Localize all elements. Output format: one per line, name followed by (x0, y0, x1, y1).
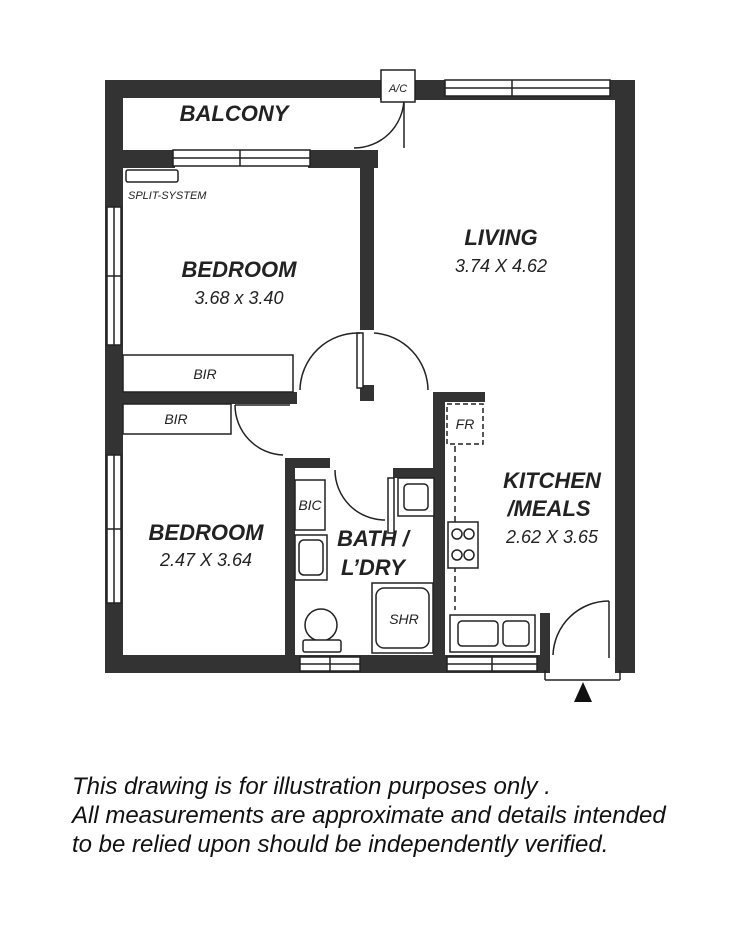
wall-bedroom1-right (360, 150, 374, 330)
bedroom2-dims: 2.47 X 3.64 (159, 550, 253, 570)
wall-balcony-bottom-left (105, 150, 175, 168)
wall-kitchen-bench-end (540, 613, 550, 673)
balcony-door-swing (354, 98, 404, 148)
kitchen-label-line2: /MEALS (507, 496, 591, 521)
wall-bedroom-divider (105, 392, 297, 404)
wall-bath-top-right (393, 468, 435, 478)
bedroom2-label: BEDROOM (148, 520, 264, 545)
bir1-label: BIR (193, 366, 217, 382)
room-labels (149, 101, 602, 580)
living-door-swing (374, 333, 428, 390)
split-system-unit (126, 170, 178, 182)
balcony-label: BALCONY (179, 101, 289, 126)
bath-label-line2: L’DRY (341, 555, 405, 580)
wall-bath-left (285, 458, 295, 673)
living-label: LIVING (464, 225, 538, 250)
fridge-label: FR (455, 416, 475, 432)
kitchen-label-line1: KITCHEN (503, 468, 601, 493)
disclaimer (72, 772, 732, 859)
ac-label: A/C (388, 83, 408, 95)
wall-kitchen-top (433, 392, 485, 402)
bath-door-leaf (388, 478, 394, 533)
wall-top-balcony (105, 80, 385, 98)
bedroom1-door-swing (300, 333, 360, 390)
bedroom1-label: BEDROOM (181, 257, 297, 282)
toilet-bowl (305, 609, 337, 641)
wall-bath-right (433, 392, 445, 673)
cooktop (448, 522, 478, 568)
kitchen-dims: 2.62 X 3.65 (505, 527, 599, 547)
disclaimer-line-2: All measurements are approximate and details intended (72, 802, 666, 829)
entry-arrow-icon (574, 682, 592, 702)
bedroom1-door-leaf (357, 333, 363, 388)
toilet-cistern (303, 640, 341, 652)
living-dims: 3.74 X 4.62 (454, 256, 548, 276)
entry-door-swing (553, 601, 609, 655)
disclaimer-line-1: This drawing is for illustration purposes only . (72, 773, 551, 800)
bath-door-swing (335, 470, 385, 520)
bedroom1-dims: 3.68 x 3.40 (194, 288, 284, 308)
disclaimer-line-3: to be relied upon should be independently verified. (72, 831, 609, 858)
wall-bath-top-left (285, 458, 330, 468)
shower-label: SHR (389, 611, 419, 627)
bic-label: BIC (298, 497, 322, 513)
bir2-label: BIR (164, 411, 188, 427)
bath-label-line1: BATH / (337, 526, 409, 551)
bedroom2-door-swing (235, 405, 283, 455)
split-system-label: SPLIT-SYSTEM (128, 190, 207, 202)
wall-outer-right (615, 80, 635, 673)
